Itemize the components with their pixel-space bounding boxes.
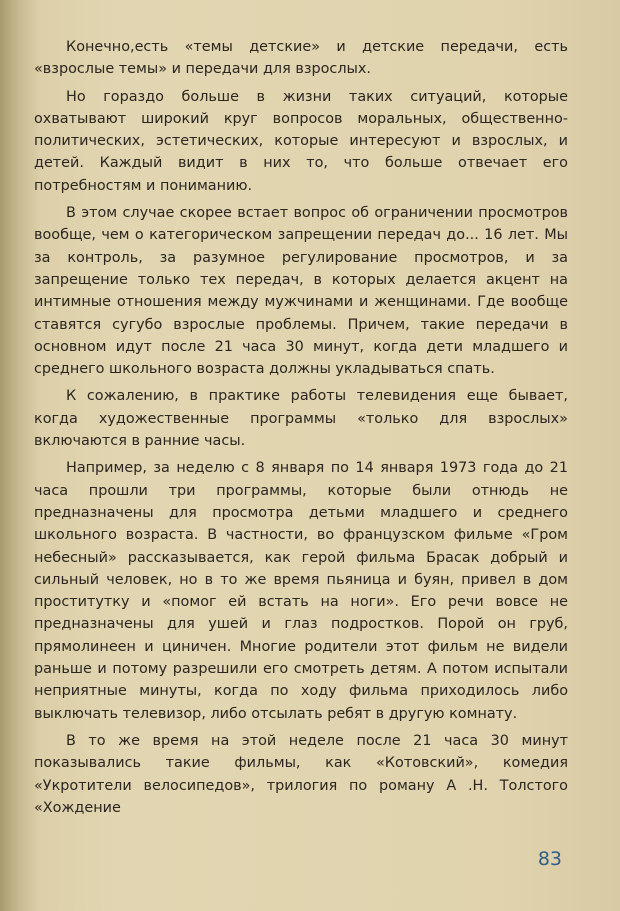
body-text	[34, 36, 568, 824]
paragraph-2: Но гораздо больше в жизни таких ситуаций, которые охватывают широкий круг вопросов моральных, общественно-политических, эстетических, которые интересуют и взрослых, и детей. Каждый видит в них то, что больше отвечает его потребностям и пониманию.	[34, 88, 568, 194]
paragraph-3: В этом случае скорее встает вопрос об ограничении просмотров вообще, чем о категорическом запрещении передач до... 16 лет. Мы за контроль, за разумное регулирование просмотров, и за запрещение только тех передач, в которых делается акцент на интимные отношения между мужчинами и женщинами. Где вообще ставятся сугубо взрослые проблемы. Причем, такие передачи в основном идут после 21 часа 30 минут, когда дети младшего и среднего школьного возраста должны укладываться спать.	[34, 205, 568, 378]
paragraph-5: Например, за неделю с 8 января по 14 января 1973 года до 21 часа прошли три программы, которые были отнюдь не предназначены для просмотра детьми младшего и среднего школьного возраста. В частности, во французском фильме «Гром небесный» рассказывается, как герой фильма Брасак добрый и сильный человек, но в то же время пьяница и буян, привел в дом проститутку и «помог ей встать на ноги». Его речи вовсе не предназначены для ушей и глаз подростков. Порой он груб, прямолинеен и циничен. Многие родители этот фильм не видели раньше и потому разрешили его смотреть детям. А потом испытали неприятные минуты, когда по ходу фильма приходилось либо выключать телевизор, либо отсылать ребят в другую комнату.	[34, 460, 568, 722]
paragraph-1: Конечно,есть «темы детские» и детские передачи, есть «взрослые темы» и передачи для взрослых.	[34, 39, 568, 78]
paragraph-4: К сожалению, в практике работы телевидения еще бывает, когда художественные программы «только для взрослых» включаются в ранние часы.	[34, 388, 568, 450]
paragraph-6: В то же время на этой неделе после 21 часа 30 минут показывались такие фильмы, как «Котовский», комедия «Укротители велосипедов», трилогия по роману А .Н. Толстого «Хождение	[34, 732, 568, 816]
page-number: 83	[537, 848, 562, 870]
